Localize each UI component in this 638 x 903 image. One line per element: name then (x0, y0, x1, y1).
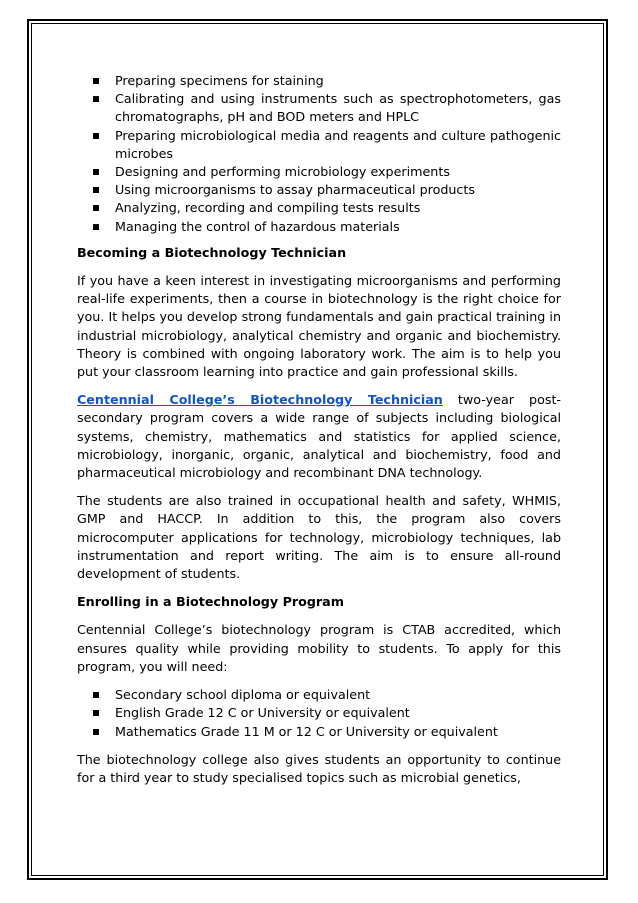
list-item: English Grade 12 C or University or equivalent (77, 704, 561, 722)
square-bullet-icon (93, 692, 99, 698)
paragraph-program: Centennial College’s Biotechnology Technician two-year post-secondary program covers a wide range of subjects including biological systems, chemistry, mathematics and statistics for applied science, microbiology, inorganic, organic, analytical and biochemistry, food and pharmaceutical microbiology and recombinant DNA technology. (77, 392, 561, 481)
section-heading-becoming: Becoming a Biotechnology Technician (77, 244, 347, 260)
square-bullet-icon (93, 729, 99, 735)
list-item: Designing and performing microbiology experiments (77, 163, 561, 181)
square-bullet-icon (93, 96, 99, 102)
document-body (77, 72, 561, 787)
list-item: Using microorganisms to assay pharmaceutical products (77, 181, 561, 199)
program-link[interactable]: Centennial College’s Biotechnology Technician (77, 392, 443, 408)
square-bullet-icon (93, 187, 99, 193)
list-item: Managing the control of hazardous materials (77, 218, 561, 236)
paragraph-third-year: The biotechnology college also gives students an opportunity to continue for a third year to study specialised topics such as microbial genetics, (77, 751, 561, 785)
square-bullet-icon (93, 205, 99, 211)
paragraph-intro: If you have a keen interest in investigating microorganisms and performing real-life experiments, then a course in biotechnology is the right choice for you. It helps you develop strong fundamentals and gain practical training in industrial microbiology, analytical chemistry and organic and biochemistry. Theory is combined with ongoing laboratory work. The aim is to help you put your classroom learning into practice and gain professional skills. (77, 273, 561, 380)
square-bullet-icon (93, 78, 99, 84)
section-heading-enrolling: Enrolling in a Biotechnology Program (77, 594, 344, 610)
list-item: Analyzing, recording and compiling tests results (77, 199, 561, 217)
list-item: Preparing specimens for staining (77, 72, 561, 90)
square-bullet-icon (93, 224, 99, 230)
list-item: Calibrating and using instruments such as spectrophotometers, gas chromatographs, pH and BOD meters and HPLC (77, 90, 561, 126)
list-item: Secondary school diploma or equivalent (77, 686, 561, 704)
square-bullet-icon (93, 133, 99, 139)
duties-list (77, 72, 561, 236)
paragraph-accreditation: Centennial College’s biotechnology program is CTAB accredited, which ensures quality while providing mobility to students. To apply for this program, you will need: (77, 622, 561, 674)
paragraph-training: The students are also trained in occupational health and safety, WHMIS, GMP and HACCP. In addition to this, the program also covers microcomputer applications for technology, microbiology techniques, lab instrumentation and report writing. The aim is to ensure all-round development of students. (77, 493, 561, 582)
list-item: Mathematics Grade 11 M or 12 C or University or equivalent (77, 723, 561, 741)
square-bullet-icon (93, 710, 99, 716)
list-item: Preparing microbiological media and reagents and culture pathogenic microbes (77, 127, 561, 163)
square-bullet-icon (93, 169, 99, 175)
requirements-list (77, 686, 561, 741)
